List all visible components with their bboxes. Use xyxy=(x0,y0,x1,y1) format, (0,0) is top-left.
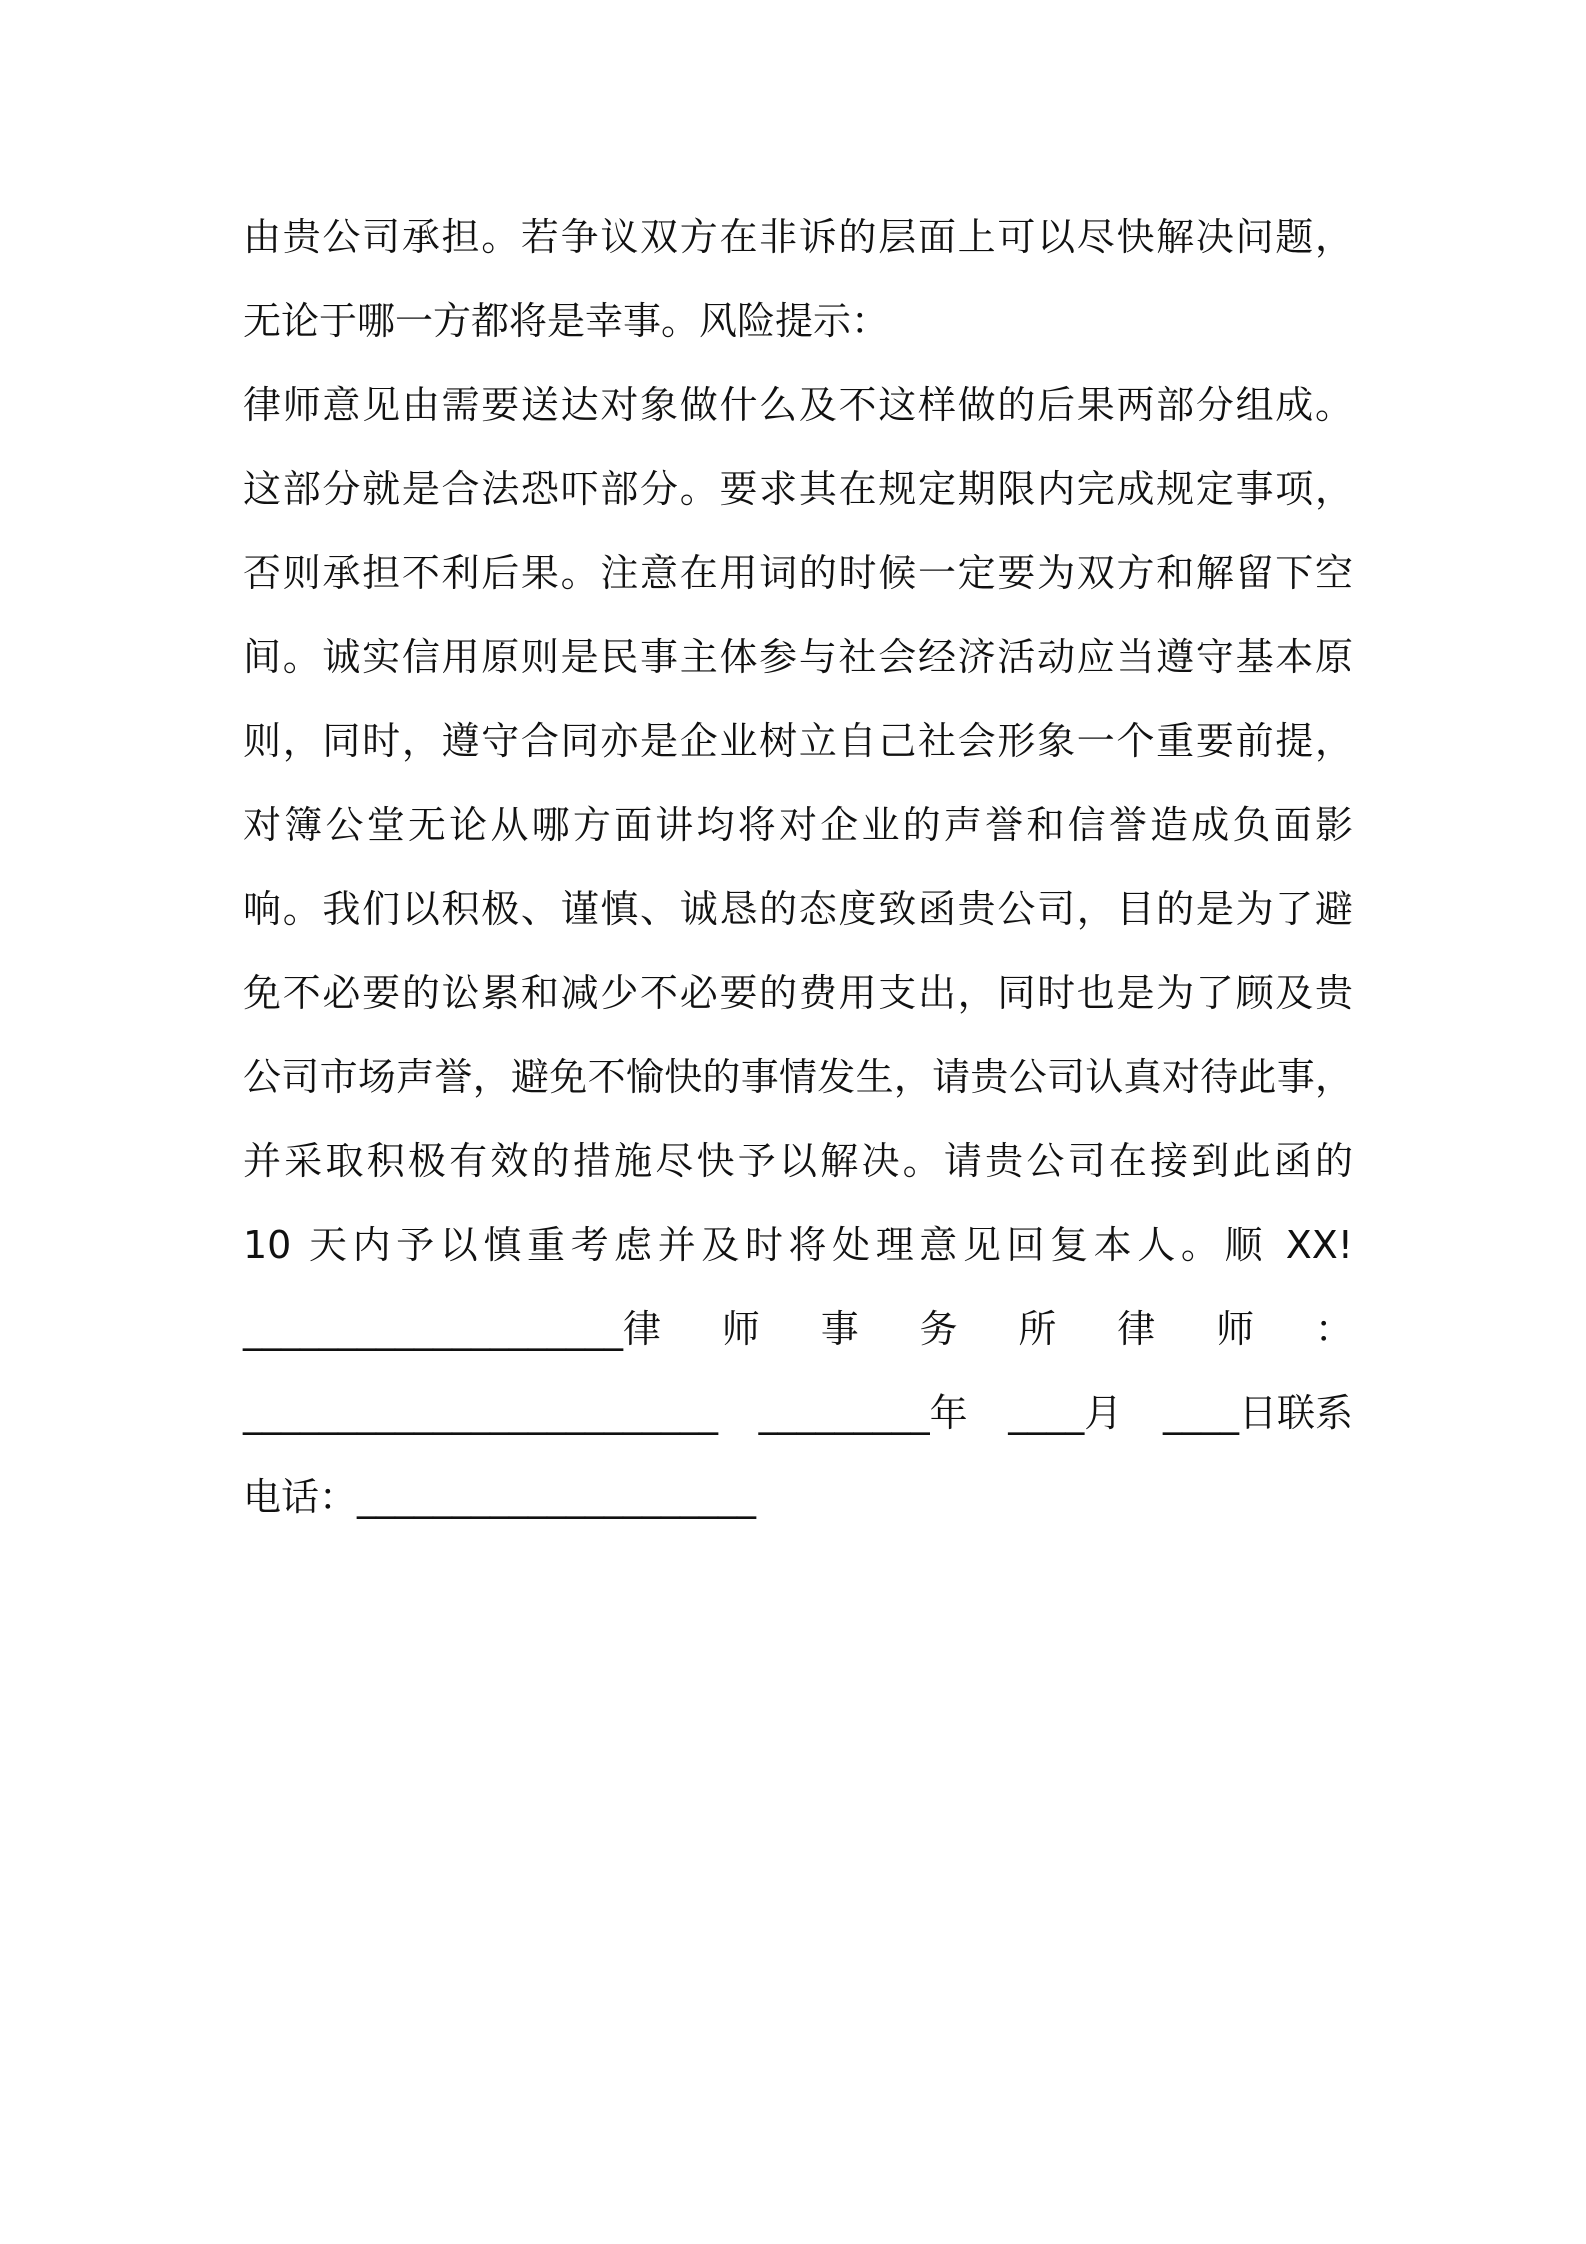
law-firm-blank: ____________________律 xyxy=(243,1307,662,1351)
signature-law-firm-line xyxy=(243,1287,1353,1371)
year-field: _________年 xyxy=(758,1391,968,1435)
law-firm-char: 事 xyxy=(820,1307,859,1351)
body-line: 响。我们以积极、谨慎、诚恳的态度致函贵公司，目的是为了避 xyxy=(243,887,1353,931)
lawyer-char: 律 xyxy=(1117,1307,1156,1351)
lawyer-name-blank: _________________________ xyxy=(243,1391,718,1435)
day-contact-field: ____日联系 xyxy=(1162,1391,1353,1435)
body-line: 间。诚实信用原则是民事主体参与社会经济活动应当遵守基本原 xyxy=(243,635,1353,679)
law-firm-char: 师 xyxy=(721,1307,760,1351)
signature-phone-line: 电话：_____________________ xyxy=(243,1475,757,1519)
body-line: 无论于哪一方都将是幸事。风险提示： xyxy=(243,299,890,343)
signature-date-line xyxy=(243,1371,1353,1455)
body-line: 并采取积极有效的措施尽快予以解决。请贵公司在接到此函的 xyxy=(243,1139,1353,1183)
body-line: 则，同时，遵守合同亦是企业树立自己社会形象一个重要前提， xyxy=(243,719,1353,763)
body-line: 10 天内予以慎重考虑并及时将处理意见回复本人。顺 XX! xyxy=(243,1223,1353,1267)
body-line: 免不必要的讼累和减少不必要的费用支出，同时也是为了顾及贵 xyxy=(243,971,1353,1015)
body-line: 律师意见由需要送达对象做什么及不这样做的后果两部分组成。 xyxy=(243,383,1353,427)
body-line: 对簿公堂无论从哪方面讲均将对企业的声誉和信誉造成负面影 xyxy=(243,803,1353,847)
body-line: 由贵公司承担。若争议双方在非诉的层面上可以尽快解决问题， xyxy=(243,215,1353,259)
body-line: 这部分就是合法恐吓部分。要求其在规定期限内完成规定事项， xyxy=(243,467,1353,511)
month-field: ____月 xyxy=(1008,1391,1123,1435)
lawyer-char: 师 xyxy=(1216,1307,1255,1351)
body-line: 公司市场声誉，避免不愉快的事情发生，请贵公司认真对待此事， xyxy=(243,1055,1353,1099)
lawyer-colon: ： xyxy=(1314,1307,1353,1351)
body-line: 否则承担不利后果。注意在用词的时候一定要为双方和解留下空 xyxy=(243,551,1353,595)
law-firm-char: 务 xyxy=(919,1307,958,1351)
letter-body xyxy=(243,195,1353,1539)
law-firm-char: 所 xyxy=(1018,1307,1057,1351)
